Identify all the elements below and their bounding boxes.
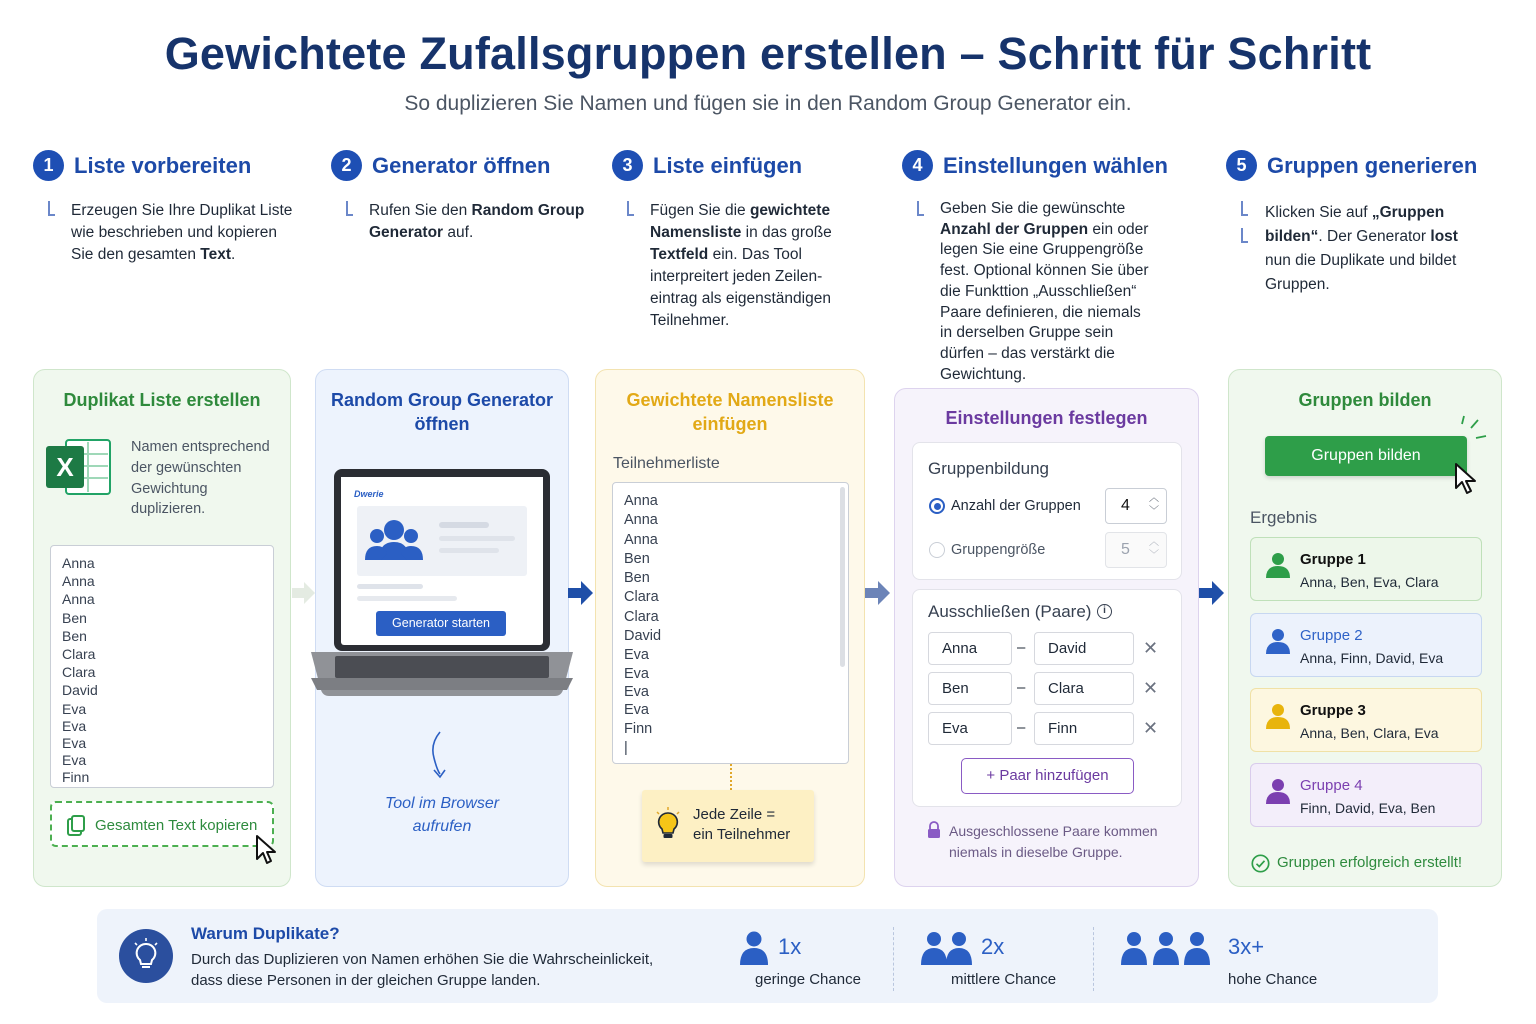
list-item: David [62, 682, 98, 699]
list-item: Anna [624, 493, 658, 509]
list-item: Clara [624, 589, 659, 606]
text-cursor: | [624, 739, 628, 756]
laptop-illustration [311, 468, 573, 698]
remove-pair-icon[interactable]: ✕ [1143, 718, 1159, 738]
exclude-pairs-label: Ausschließen (Paare) [928, 602, 1092, 621]
tip-connector [730, 764, 732, 790]
step-number: 4 [902, 150, 933, 181]
copy-button-label: Gesamten Text kopieren [95, 817, 258, 834]
step-title: Generator öffnen [372, 152, 551, 178]
step-connector [346, 201, 348, 215]
group-count-label: Anzahl der Gruppen [951, 498, 1081, 514]
step-connector [1241, 201, 1243, 215]
level-label: mittlere Chance [951, 971, 1057, 988]
exclude-note: Ausgeschlossene Paare kommen niemals in dieselbe Gruppe. [949, 823, 1158, 860]
person-icon [1265, 552, 1291, 578]
list-item: Ben [624, 550, 650, 567]
step-3 [612, 150, 802, 181]
curved-arrow-icon [428, 730, 450, 782]
lightbulb-badge [119, 929, 173, 983]
participant-list-textbox[interactable] [612, 482, 849, 764]
step-number: 3 [612, 150, 643, 181]
step-connector [48, 201, 50, 215]
pair-dash: – [1017, 719, 1026, 736]
panel-title: Duplikat Liste erstellen [63, 390, 261, 410]
level-label: geringe Chance [755, 971, 861, 988]
panel-title: Einstellungen festlegen [945, 408, 1148, 428]
list-item: Anna [62, 591, 95, 608]
excel-icon [46, 436, 112, 498]
group-members: Anna, Ben, Eva, Clara [1300, 574, 1439, 590]
list-item: Finn [62, 768, 90, 785]
duplicate-list-textbox[interactable] [50, 545, 274, 788]
person-icon [739, 931, 769, 965]
flow-arrow-icon [1199, 580, 1225, 606]
level-count: 2x [981, 934, 1005, 959]
flow-arrow-icon [568, 580, 594, 606]
group-card-3 [1250, 688, 1482, 752]
duplicate-instruction: Namen entsprechend der gewünschten Gewichtung duplizieren. [131, 439, 270, 518]
group-name: Gruppe 1 [1300, 551, 1366, 568]
pair-3-second-field[interactable]: Finn [1034, 712, 1134, 745]
level-count: 1x [778, 934, 802, 959]
success-message: Gruppen erfolgreich erstellt! [1277, 854, 1463, 871]
step-title: Liste vorbereiten [74, 152, 252, 178]
stepper-value: 5 [1121, 541, 1130, 558]
group-size-stepper[interactable] [1105, 532, 1167, 568]
copy-all-text-button[interactable] [50, 801, 274, 847]
person-icon [1265, 703, 1291, 729]
radio-group-size[interactable] [929, 542, 945, 558]
group-name: Gruppe 3 [1300, 702, 1366, 719]
panel-title: Random Group Generator öffnen [330, 390, 554, 434]
step-5 [1226, 150, 1477, 181]
tip-text: Jede Zeile = ein Teilnehmer [693, 806, 791, 843]
pair-dash: – [1017, 679, 1026, 696]
step-number: 2 [331, 150, 362, 181]
level-count: 3x+ [1228, 934, 1265, 959]
step-4-description: Geben Sie die gewünschte Anzahl der Gruppen ein oder legen Sie eine Gruppengröße fest. Optional können Sie über die Funkttion „Ausschließen“ Paare definieren, die niemals in derselben Gruppe sein dürfen – das verstärkt die Gewichtung. [940, 200, 1149, 383]
group-members: Anna, Ben, Clara, Eva [1300, 725, 1439, 741]
group-members: Finn, David, Eva, Ben [1300, 800, 1436, 816]
grouping-label: Gruppenbildung [928, 459, 1049, 478]
grouping-card [912, 442, 1182, 580]
person-icon [1265, 628, 1291, 654]
mouse-pointer-icon [254, 834, 280, 866]
lightbulb-icon [654, 807, 682, 843]
list-item: David [624, 628, 662, 645]
divider [1093, 927, 1094, 991]
scrollbar[interactable] [840, 487, 845, 667]
generate-groups-button[interactable]: Gruppen bilden [1265, 436, 1467, 476]
divider [893, 927, 894, 991]
start-generator-button[interactable]: Generator starten [376, 611, 506, 636]
step-5-description: Klicken Sie auf „Gruppen bilden“. Der Generator lost nun die Duplikate und bildet Gruppen. [1265, 204, 1458, 293]
list-item: Eva [62, 734, 87, 751]
group-members: Anna, Finn, David, Eva [1300, 650, 1444, 666]
step-1 [33, 150, 251, 181]
group-card-4 [1250, 763, 1482, 827]
step-connector [1241, 228, 1243, 242]
participant-list-label: Teilnehmerliste [613, 455, 720, 472]
remove-pair-icon[interactable]: ✕ [1143, 638, 1159, 658]
step-connector [917, 201, 919, 215]
list-item: Clara [62, 664, 96, 681]
click-sparkle-icon [1458, 414, 1490, 444]
page-title: Gewichtete Zufallsgruppen erstellen – Schritt für Schritt [164, 28, 1372, 79]
person-icon [1265, 778, 1291, 804]
pair-1-second-field[interactable]: David [1034, 632, 1134, 665]
panel-title: Gewichtete Namensliste einfügen [626, 390, 834, 434]
step-4 [902, 150, 1168, 181]
stepper-value: 4 [1121, 497, 1130, 514]
list-item: Eva [62, 700, 87, 717]
lightbulb-icon [132, 938, 160, 974]
list-item: Eva [624, 702, 649, 719]
group-size-label: Gruppengröße [951, 542, 1046, 558]
step-number: 5 [1226, 150, 1257, 181]
group-name: Gruppe 4 [1300, 777, 1363, 794]
result-label: Ergebnis [1250, 508, 1318, 527]
pair-3-first-field[interactable]: Eva [928, 712, 1012, 745]
step-connector [627, 201, 629, 215]
list-item: Anna [624, 512, 658, 529]
three-persons-icon [1121, 931, 1211, 965]
flow-arrow-icon [865, 580, 891, 606]
footer-text: Durch das Duplizieren von Namen erhöhen Sie die Wahrscheinlickeit, dass diese Personen in der gleichen Gruppe landen. [191, 951, 654, 989]
remove-pair-icon[interactable]: ✕ [1143, 678, 1159, 698]
step-1-description: Erzeugen Sie Ihre Duplikat Liste wie beschrieben und kopieren Sie den gesamten Text. [71, 202, 293, 263]
lock-icon [926, 821, 942, 839]
step-title: Gruppen generieren [1267, 152, 1478, 178]
check-circle-icon [1251, 854, 1270, 873]
panel-title: Gruppen bilden [1298, 390, 1432, 410]
info-icon[interactable]: i [1097, 604, 1112, 619]
browser-caption: Tool im Browser aufrufen [384, 795, 500, 835]
mouse-pointer-icon [1453, 462, 1481, 496]
list-item: Ben [62, 627, 87, 644]
step-2 [331, 150, 550, 181]
list-item: Eva [62, 751, 87, 768]
pair-2-second-field[interactable]: Clara [1034, 672, 1134, 705]
list-item: Anna [624, 531, 658, 548]
list-item: Eva [624, 683, 649, 700]
stepper-arrows-icon[interactable]: ︿ ﹀ [1149, 537, 1159, 561]
group-card-2 [1250, 613, 1482, 677]
pair-2-first-field[interactable]: Ben [928, 672, 1012, 705]
stepper-arrows-icon[interactable]: ︿ ﹀ [1149, 493, 1159, 517]
list-item: Anna [62, 573, 95, 590]
screen-logo: Dwerie [354, 489, 384, 499]
svg-text:X: X [56, 452, 74, 482]
list-item: Eva [62, 717, 87, 734]
clipboard-icon [66, 815, 86, 837]
list-item: Clara [62, 645, 96, 662]
group-name: Gruppe 2 [1300, 627, 1363, 644]
list-item: Ben [62, 609, 87, 626]
radio-group-count[interactable] [929, 498, 945, 514]
list-item: Finn [624, 720, 653, 737]
pair-1-first-field[interactable]: Anna [928, 632, 1012, 665]
list-item: Ben [624, 570, 650, 587]
list-item: Clara [624, 608, 659, 625]
two-persons-icon [921, 931, 973, 965]
footer-title: Warum Duplikate? [191, 924, 340, 943]
step-title: Einstellungen wählen [943, 152, 1168, 178]
group-count-stepper[interactable] [1105, 488, 1167, 524]
step-number: 1 [33, 150, 64, 181]
group-card-1 [1250, 537, 1482, 601]
pair-dash: – [1017, 639, 1026, 656]
add-pair-button[interactable]: + Paar hinzufügen [961, 758, 1134, 794]
step-title: Liste einfügen [653, 152, 803, 178]
list-item: Eva [624, 665, 649, 682]
tip-sticky-note [642, 790, 814, 862]
page-subtitle: So duplizieren Sie Namen und fügen sie in den Random Group Generator ein. [404, 92, 1132, 115]
level-label: hohe Chance [1228, 971, 1318, 988]
step-2-description: Rufen Sie den Random Group Generator auf. [369, 202, 585, 241]
step-3-description: Fügen Sie die gewichtete Namensliste in das große Textfeld ein. Das Tool interpreitert jeden Zeilen- eintrag als eigenständigen Teilnehmer. [650, 202, 832, 329]
list-item: Eva [624, 647, 649, 664]
list-item: Anna [62, 555, 95, 571]
